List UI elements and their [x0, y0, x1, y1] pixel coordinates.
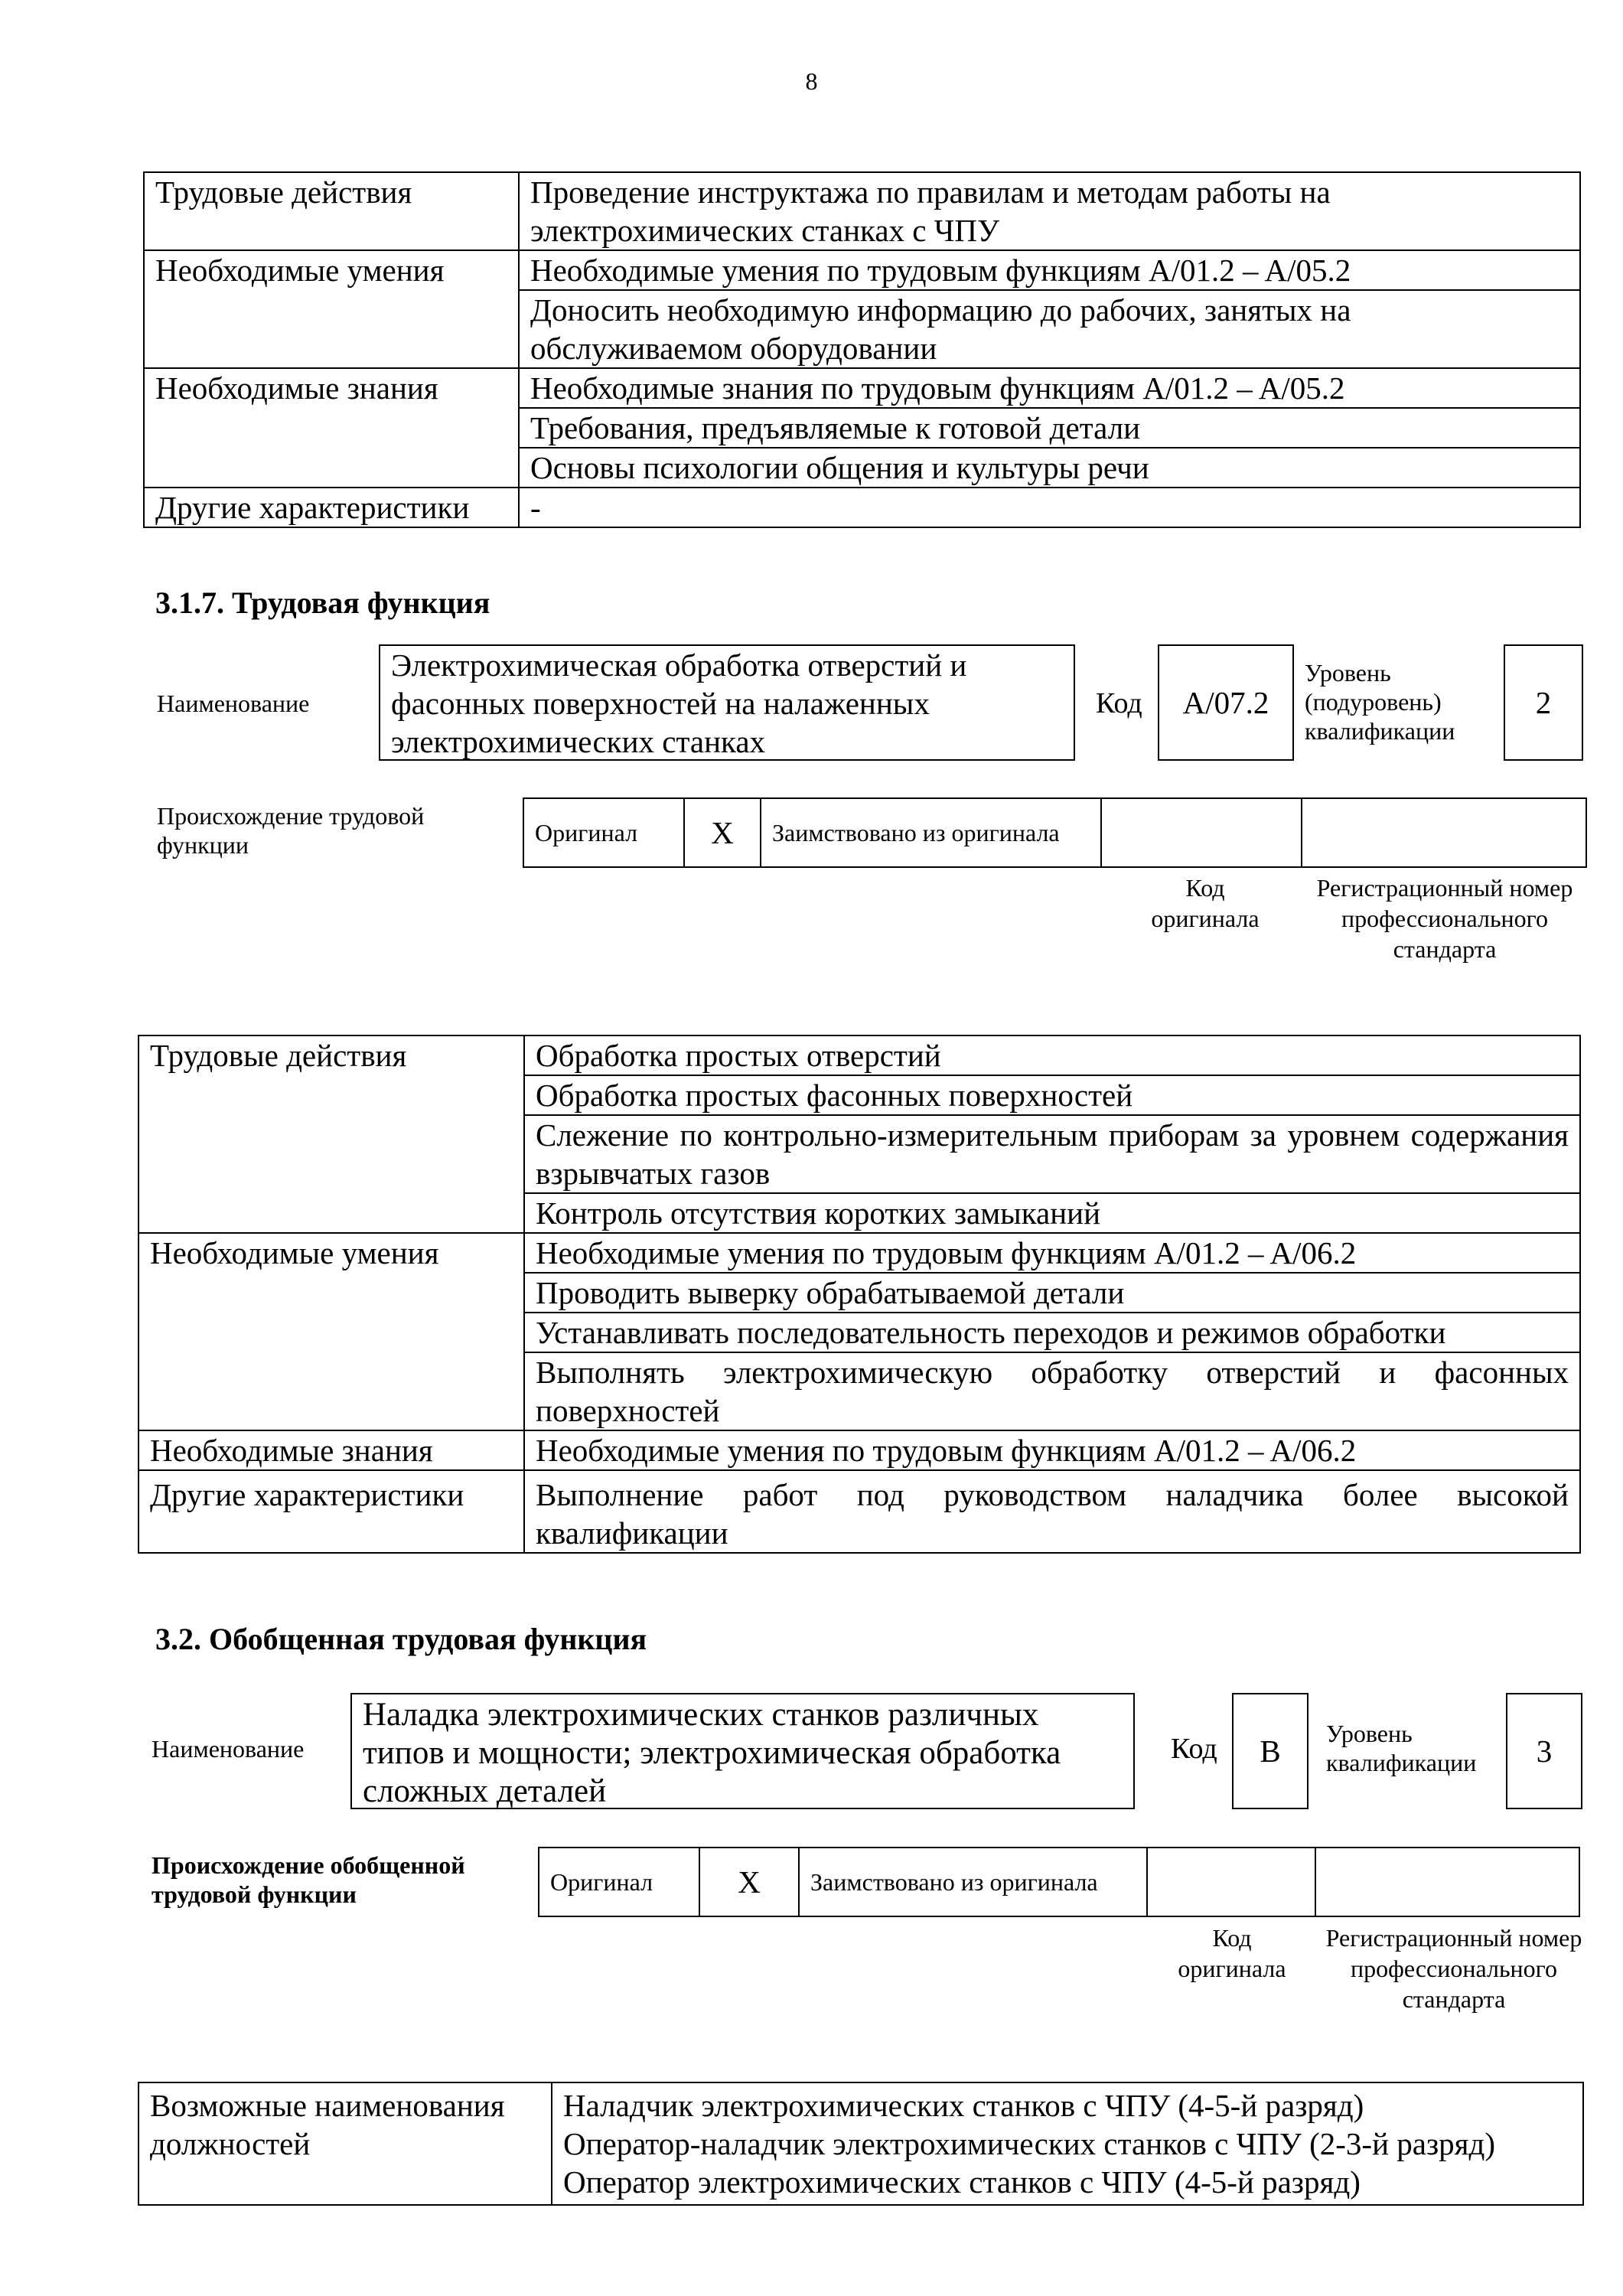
table-row — [144, 368, 1580, 408]
level-value-box: 2 — [1504, 644, 1583, 761]
position-title: Наладчик электрохимических станков с ЧПУ (4-5-й разряд) — [563, 2088, 1364, 2123]
row-value: Контроль отсутствия коротких замыканий — [524, 1193, 1580, 1233]
function-name-box: Электрохимическая обработка отверстий и фасонных поверхностей на налаженных электрохимических станках — [379, 644, 1075, 761]
row-label: Другие характеристики — [144, 488, 519, 527]
table-row — [144, 488, 1580, 527]
caption-reg-number: Регистрационный номер профессионального стандарта — [1325, 1924, 1582, 2013]
row-value: Основы психологии общения и культуры речи — [519, 448, 1580, 488]
row-value: Проводить выверку обрабатываемой детали — [524, 1273, 1580, 1313]
origin-original-label: Оригинал — [539, 1848, 699, 1916]
origin-label: Происхождение трудовой функции — [157, 802, 425, 859]
origin-mark: X — [699, 1848, 799, 1916]
table-row — [139, 2082, 1583, 2205]
work-functions-table-top — [143, 171, 1581, 528]
table-row — [139, 1035, 1580, 1075]
caption-code-original: Код оригинала — [1151, 874, 1260, 932]
code-value-box: B — [1232, 1693, 1309, 1809]
row-label: Другие характеристики — [139, 1470, 524, 1553]
code-label: Код — [1096, 687, 1142, 719]
section-heading-3-1-7: 3.1.7. Трудовая функция — [155, 585, 490, 620]
row-label: Трудовые действия — [144, 172, 519, 250]
table-row — [139, 1233, 1580, 1273]
row-label: Необходимые умения — [139, 1233, 524, 1430]
row-value: Устанавливать последовательность переходов и режимов обработки — [524, 1313, 1580, 1352]
row-value: Обработка простых отверстий — [524, 1035, 1580, 1075]
origin-label: Происхождение обобщенной трудовой функции — [152, 1851, 465, 1908]
caption-code-original: Код оригинала — [1178, 1924, 1286, 1982]
row-value: Необходимые умения по трудовым функциям A/01.2 – A/06.2 — [524, 1430, 1580, 1470]
origin-borrowed-label: Заимствовано из оригинала — [799, 1848, 1147, 1916]
row-value: Необходимые знания по трудовым функциям A/01.2 – A/05.2 — [519, 368, 1580, 408]
table-row — [144, 250, 1580, 290]
origin-code-cell — [1147, 1848, 1315, 1916]
position-title: Оператор электрохимических станков с ЧПУ (4-5-й разряд) — [563, 2164, 1361, 2200]
table-row — [139, 1430, 1580, 1470]
table-row — [144, 172, 1580, 250]
row-values — [552, 2082, 1583, 2205]
code-label: Код — [1171, 1733, 1217, 1765]
name-label: Наименование — [152, 1735, 305, 1763]
level-label: Уровень квалификации — [1326, 1720, 1477, 1776]
row-value: Требования, предъявляемые к готовой детали — [519, 408, 1580, 448]
row-value: Выполнение работ под руководством наладчика более высокой квалификации — [524, 1470, 1580, 1553]
row-label: Возможные наименования должностей — [139, 2082, 552, 2205]
position-title: Оператор-наладчик электрохимических станков с ЧПУ (2-3-й разряд) — [563, 2126, 1496, 2161]
table-row — [139, 1470, 1580, 1553]
origin-table — [523, 797, 1587, 868]
row-label: Трудовые действия — [139, 1035, 524, 1233]
row-value: Выполнять электрохимическую обработку отверстий и фасонных поверхностей — [524, 1352, 1580, 1430]
section-heading-3-2: 3.2. Обобщенная трудовая функция — [155, 1622, 647, 1656]
row-value: Слежение по контрольно-измерительным приборам за уровнем содержания взрывчатых газов — [524, 1115, 1580, 1193]
row-value: Доносить необходимую информацию до рабочих, занятых на обслуживаемом оборудовании — [519, 290, 1580, 368]
table-row — [523, 798, 1586, 867]
name-label: Наименование — [157, 690, 310, 717]
row-label: Необходимые умения — [144, 250, 519, 368]
work-functions-table-mid — [138, 1035, 1581, 1554]
origin-mark: X — [684, 798, 761, 867]
origin-original-label: Оригинал — [523, 798, 684, 867]
origin-table — [538, 1847, 1580, 1917]
row-value: Необходимые умения по трудовым функциям A/01.2 – A/06.2 — [524, 1233, 1580, 1273]
general-function-name-box: Наладка электрохимических станков различных типов и мощности; электрохимическая обработка сложных деталей — [350, 1693, 1135, 1809]
origin-code-cell — [1101, 798, 1302, 867]
caption-reg-number: Регистрационный номер профессионального стандарта — [1316, 874, 1573, 963]
origin-borrowed-label: Заимствовано из оригинала — [761, 798, 1101, 867]
row-value: Необходимые умения по трудовым функциям A/01.2 – A/05.2 — [519, 250, 1580, 290]
page-number: 8 — [805, 67, 818, 95]
row-value: - — [519, 488, 1580, 527]
code-value-box: A/07.2 — [1158, 644, 1294, 761]
row-label: Необходимые знания — [144, 368, 519, 488]
table-row — [539, 1848, 1579, 1916]
position-titles-table — [138, 2082, 1584, 2206]
origin-reg-cell — [1315, 1848, 1579, 1916]
origin-reg-cell — [1302, 798, 1586, 867]
row-value: Обработка простых фасонных поверхностей — [524, 1075, 1580, 1115]
row-label: Необходимые знания — [139, 1430, 524, 1470]
row-value: Проведение инструктажа по правилам и методам работы на электрохимических станках с ЧПУ — [519, 172, 1580, 250]
level-value-box: 3 — [1506, 1693, 1582, 1809]
level-label: Уровень (подуровень) квалификации — [1305, 659, 1455, 745]
